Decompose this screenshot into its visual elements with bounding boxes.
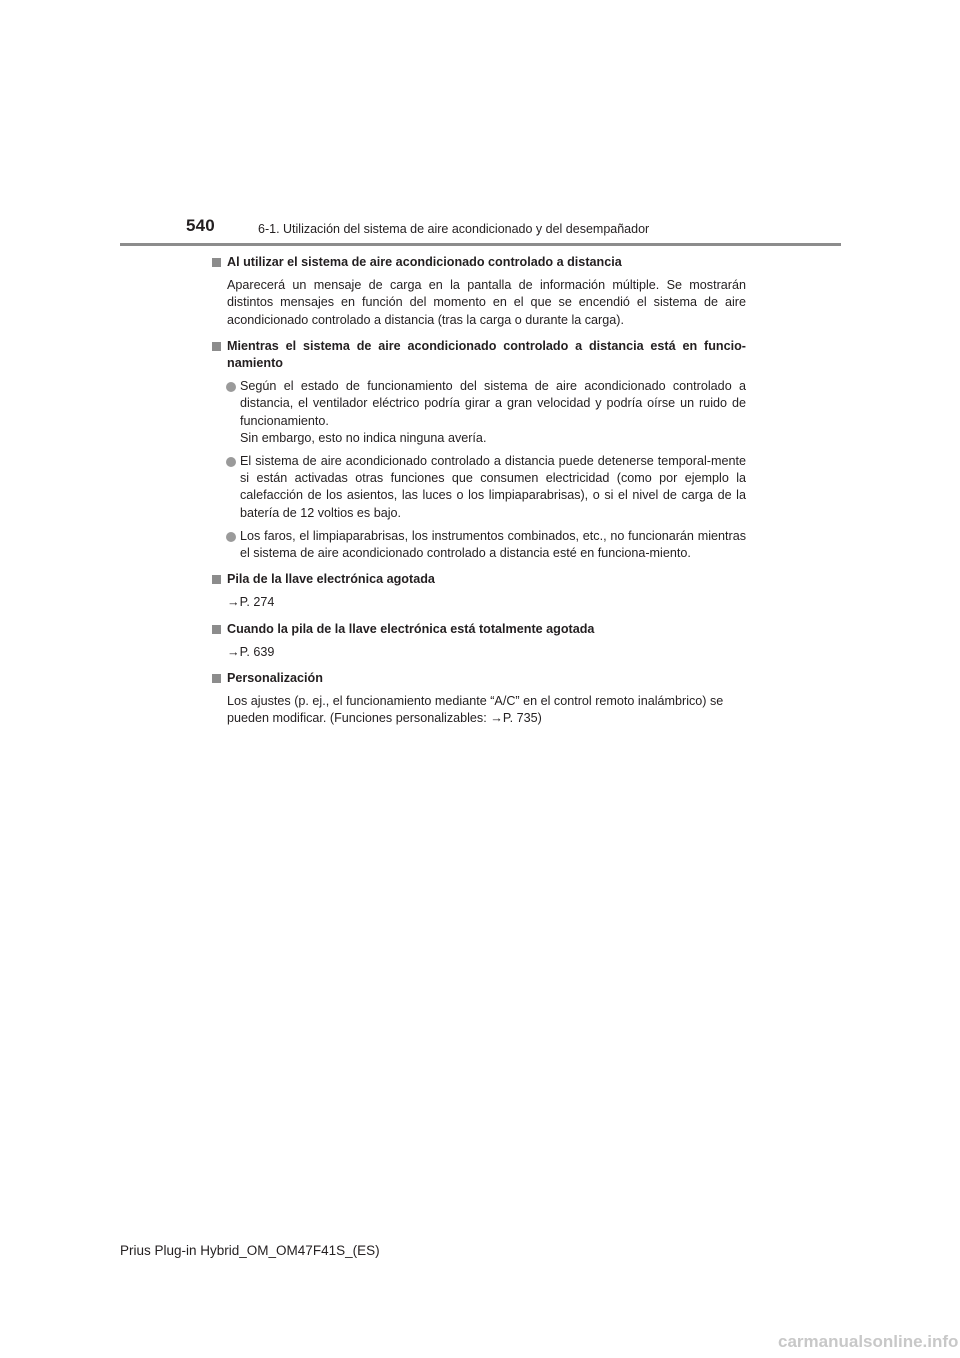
page-number: 540 bbox=[186, 216, 215, 235]
section-heading bbox=[210, 670, 746, 687]
section-key-battery-depleted bbox=[210, 571, 746, 611]
page-reference-link[interactable]: →P. 639 bbox=[227, 644, 275, 659]
section-heading bbox=[210, 254, 746, 271]
square-bullet-icon bbox=[212, 625, 221, 634]
list-item-text: Según el estado de funcionamiento del sistema de aire acondicionado controlado a distancia, el ventilador eléctrico podría girar a gran velocidad y podría oírse un ruido de funcionamiento. bbox=[240, 379, 746, 428]
section-paragraph: Los ajustes (p. ej., el funcionamiento mediante “A/C” en el control remoto inalámbrico) se pueden modificar. (Funciones personalizables: →P. 735) bbox=[227, 694, 724, 726]
list-item-note: Sin embargo, esto no indica ninguna avería. bbox=[240, 430, 487, 445]
section-heading bbox=[210, 571, 746, 588]
section-heading bbox=[210, 621, 746, 638]
page-reference-link[interactable]: →P. 274 bbox=[227, 595, 275, 610]
list-item-text: Los faros, el limpiaparabrisas, los instrumentos combinados, etc., no funcionarán mientras el sistema de aire acondicionado controlado a distancia esté en funciona-miento. bbox=[240, 528, 746, 561]
list-item bbox=[210, 528, 746, 562]
section-heading-text: Al utilizar el sistema de aire acondicionado controlado a distancia bbox=[227, 255, 622, 269]
circle-bullet-icon bbox=[226, 532, 236, 542]
section-heading bbox=[210, 338, 746, 372]
section-remote-ac-operating bbox=[210, 338, 746, 562]
circle-bullet-icon bbox=[226, 457, 236, 467]
header-divider bbox=[120, 243, 841, 246]
list-item bbox=[210, 453, 746, 522]
page-content bbox=[210, 254, 746, 737]
section-heading-text: Pila de la llave electrónica agotada bbox=[227, 572, 435, 587]
chapter-title: 6-1. Utilización del sistema de aire acondicionado y del desempañador bbox=[258, 222, 650, 236]
list-item-text: El sistema de aire acondicionado controlado a distancia puede detenerse temporal-mente si están activadas otras funciones que consumen electricidad (como por ejemplo la calefacción de los asientos, las luces o los limpiaparabrisas), o si el nivel de carga de la batería de 12 voltios es bajo. bbox=[240, 454, 746, 520]
section-heading-text: Mientras el sistema de aire acondicionado controlado a distancia está en funcio-namiento bbox=[227, 338, 746, 371]
list-item bbox=[210, 378, 746, 447]
circle-bullet-icon bbox=[226, 382, 236, 392]
document-id-footer: Prius Plug-in Hybrid_OM_OM47F41S_(ES) bbox=[120, 1243, 380, 1258]
section-paragraph: Aparecerá un mensaje de carga en la pantalla de información múltiple. Se mostrarán distintos mensajes en función del momento en el que se encendió el sistema de aire acondicionado controlado a distancia (tras la carga o durante la carga). bbox=[227, 278, 746, 327]
square-bullet-icon bbox=[212, 575, 221, 584]
square-bullet-icon bbox=[212, 258, 221, 267]
watermark: carmanualsonline.info bbox=[778, 1332, 959, 1351]
section-heading-text: Personalización bbox=[227, 671, 323, 686]
section-remote-ac-usage bbox=[210, 254, 746, 329]
section-key-battery-fully-depleted bbox=[210, 621, 746, 661]
square-bullet-icon bbox=[212, 342, 221, 351]
square-bullet-icon bbox=[212, 674, 221, 683]
section-heading-text: Cuando la pila de la llave electrónica está totalmente agotada bbox=[227, 621, 595, 636]
section-customization bbox=[210, 670, 746, 728]
